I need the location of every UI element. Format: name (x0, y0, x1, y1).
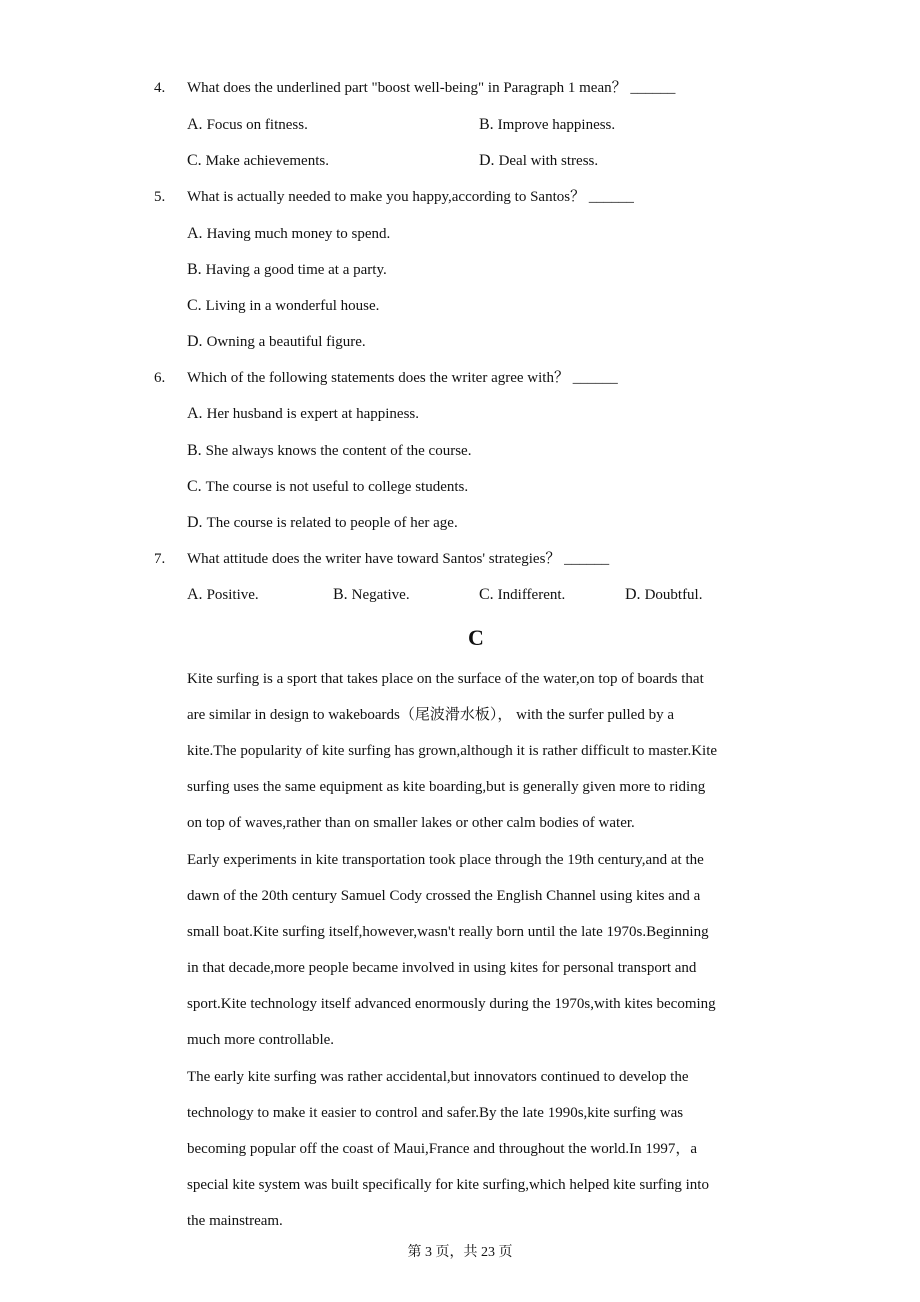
option-c: C. The course is not useful to college students. (187, 478, 469, 495)
passage-line: The early kite surfing was rather accidental,but innovators continued to develop the (187, 1069, 689, 1085)
question-stem: What attitude does the writer have toward Santos' strategies？ ______ (187, 551, 610, 567)
passage-line: are similar in design to wakeboards（尾波滑水板）， with the surfer pulled by a (187, 707, 674, 723)
passage-line: kite.The popularity of kite surfing has grown,although it is rather difficult to master.Kite (187, 743, 718, 759)
option-d: D. The course is related to people of her age. (187, 514, 458, 531)
option-c: C. Living in a wonderful house. (187, 297, 380, 314)
option-d: D. Owning a beautiful figure. (187, 333, 366, 350)
question-number: 4. (154, 80, 166, 96)
question-stem: Which of the following statements does the writer agree with？ ______ (187, 370, 618, 386)
option-c: C. Make achievements. (187, 152, 329, 169)
passage-line: the mainstream. (187, 1213, 283, 1229)
option-d: D. Deal with stress. (479, 152, 599, 169)
question-stem: What does the underlined part "boost well-being" in Paragraph 1 mean？ ______ (187, 80, 676, 96)
passage-line: technology to make it easier to control and safer.By the late 1990s,kite surfing was (187, 1105, 684, 1121)
question-stem: What is actually needed to make you happy,according to Santos？ ______ (187, 189, 634, 205)
section-title: C (468, 625, 484, 650)
option-a: A. Her husband is expert at happiness. (187, 405, 420, 422)
passage-line: surfing uses the same equipment as kite boarding,but is generally given more to riding (187, 779, 706, 795)
question-number: 7. (154, 551, 166, 567)
option-c: C. Indifferent. (479, 586, 566, 603)
question-6 (154, 368, 618, 388)
page-number: 第 3 页，共 23 页 (407, 1245, 513, 1260)
question-number: 6. (154, 370, 166, 386)
question-7 (154, 549, 609, 569)
option-d: D. Doubtful. (625, 586, 703, 603)
passage-line: much more controllable. (187, 1032, 335, 1048)
question-number: 5. (154, 189, 166, 205)
question-4 (154, 78, 675, 98)
passage-line: sport.Kite technology itself advanced enormously during the 1970s,with kites becoming (187, 996, 716, 1012)
passage-line: becoming popular off the coast of Maui,France and throughout the world.In 1997，a (187, 1141, 698, 1157)
option-b: B. Having a good time at a party. (187, 261, 387, 278)
passage-line: dawn of the 20th century Samuel Cody crossed the English Channel using kites and a (187, 888, 701, 904)
passage-line: in that decade,more people became involved in using kites for personal transport and (187, 960, 697, 976)
passage-line: small boat.Kite surfing itself,however,wasn't really born until the late 1970s.Beginning (187, 924, 709, 940)
passage-line: Early experiments in kite transportation took place through the 19th century,and at the (187, 852, 704, 868)
option-b: B. Negative. (333, 586, 410, 603)
option-b: B. She always knows the content of the course. (187, 442, 472, 459)
option-a: A. Focus on fitness. (187, 116, 308, 133)
passage-line: special kite system was built specifically for kite surfing,which helped kite surfing into (187, 1177, 709, 1193)
option-a: A. Positive. (187, 586, 259, 603)
question-5 (154, 187, 634, 207)
option-a: A. Having much money to spend. (187, 225, 391, 242)
passage-line: Kite surfing is a sport that takes place on the surface of the water,on top of boards that (187, 671, 704, 687)
passage-line: on top of waves,rather than on smaller lakes or other calm bodies of water. (187, 815, 635, 831)
option-b: B. Improve happiness. (479, 116, 616, 133)
